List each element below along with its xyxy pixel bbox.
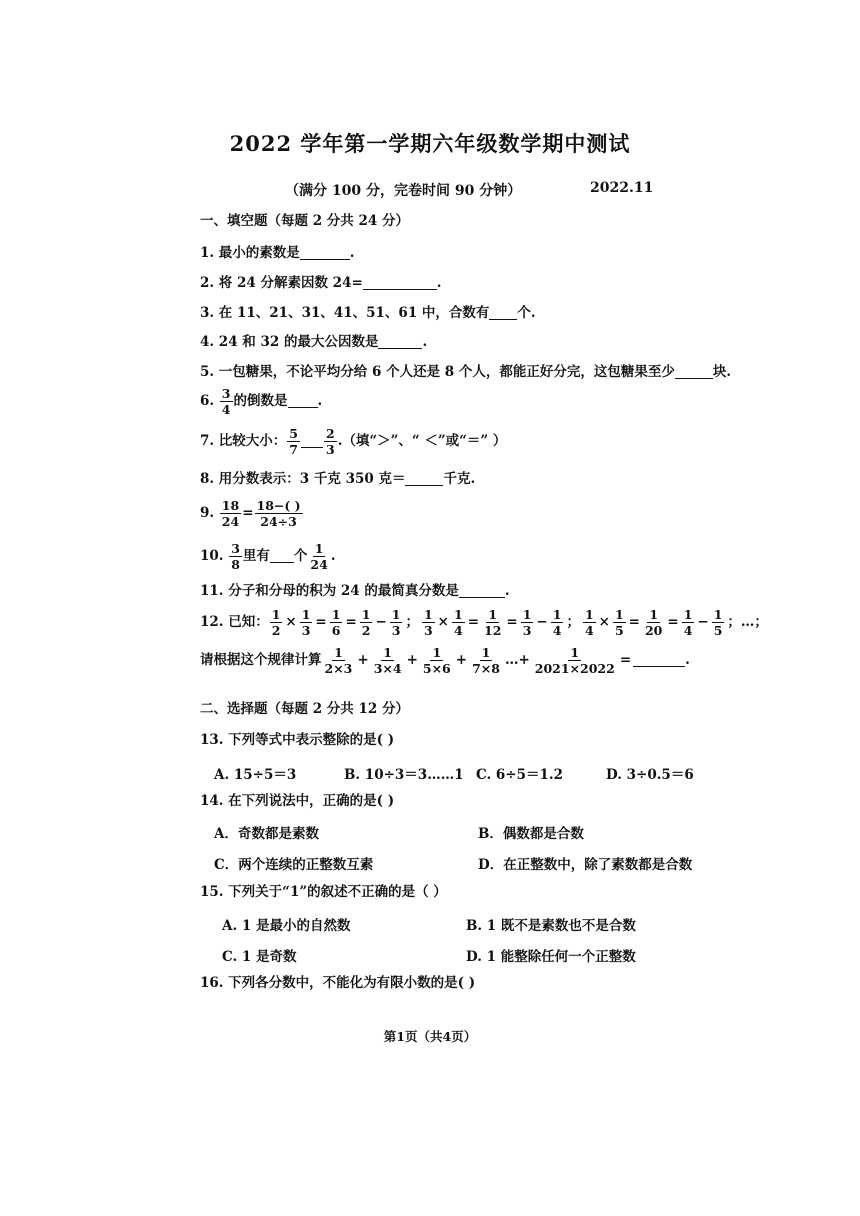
q14-option-c[interactable]: C．两个连续的正整数互素 <box>214 857 374 873</box>
q11-number: 11. <box>200 583 224 599</box>
q11-end: . <box>504 583 510 599</box>
q12-ex2-fraction: $\frac{1}{3}$ <box>423 607 433 638</box>
q14-option-a[interactable]: A．奇数都是素数 <box>214 826 319 842</box>
question-3 <box>200 304 536 322</box>
q12-plus: + <box>406 652 418 668</box>
q8-text: 用分数表示：3 千克 350 克＝ <box>218 471 406 487</box>
q3-number: 3. <box>200 305 215 321</box>
q12-ex3-operator: ；…； <box>727 614 768 630</box>
q12-lead: 已知： <box>228 614 269 630</box>
question-15: 15. 下列关于“1”的叙述不正确的是（ ） <box>200 884 447 900</box>
q5-end: 块. <box>712 364 732 380</box>
q13-option-c[interactable]: C. 6÷5＝1.2 <box>476 767 563 783</box>
q3-text: 在 11、21、31、41、51、61 中，合数有 <box>218 305 490 321</box>
question-9 <box>200 498 304 529</box>
q10-answer-blank[interactable] <box>270 548 294 563</box>
q12-ex1-operator: − <box>375 614 387 630</box>
q12-plus: + <box>455 652 468 668</box>
q1-answer-blank[interactable] <box>300 245 350 260</box>
question-12-calc <box>200 645 690 676</box>
q12-ex1-fraction: $\frac{1}{3}$ <box>301 607 311 638</box>
q12-ex3-fraction: $\frac{1}{5}$ <box>614 607 624 638</box>
q12-ex3-fraction: $\frac{1}{4}$ <box>683 607 693 638</box>
q12-number: 12. <box>200 614 224 630</box>
q12-plus: + <box>357 652 369 668</box>
q4-end: . <box>422 334 428 350</box>
q1-number: 1. <box>200 245 215 261</box>
question-5 <box>200 363 731 381</box>
q9-number: 9. <box>200 505 215 521</box>
exam-date: 2022.11 <box>590 180 654 196</box>
q8-end: 千克. <box>443 471 476 487</box>
q12-ex1-operator: ； <box>405 614 419 630</box>
q12-ex3-operator: × <box>598 614 610 630</box>
q12-series-term: $\frac{1}{3\times 4}$ <box>373 645 402 676</box>
q14-option-d[interactable]: D．在正整数中，除了素数都是合数 <box>478 857 693 873</box>
q12-ex2-operator: = <box>467 614 479 630</box>
q2-end: . <box>436 275 442 291</box>
q12-series-term: $\frac{1}{7\times 8}$ <box>472 645 500 676</box>
q12-series-term: $\frac{1}{2021\times 2022}$ <box>534 645 615 676</box>
q12-ex3-fraction: $\frac{1}{20}$ <box>644 607 663 638</box>
q6-end: . <box>317 393 323 409</box>
question-7 <box>200 426 506 457</box>
q6-fraction: $\frac{3}{4}$ <box>221 386 231 417</box>
q7-number: 7. <box>200 433 215 449</box>
q15-option-a[interactable]: A. 1 是最小的自然数 <box>222 918 351 934</box>
q4-answer-blank[interactable] <box>378 334 422 349</box>
q15-option-d[interactable]: D. 1 能整除任何一个正整数 <box>466 949 636 965</box>
q12-ex3-operator: − <box>697 614 709 630</box>
section2-heading: 二、选择题（每题 2 分共 12 分） <box>200 701 409 717</box>
q7-text: 比较大小： <box>218 433 287 449</box>
q12-ex2-fraction: $\frac{1}{12}$ <box>484 607 502 638</box>
question-4 <box>200 333 427 351</box>
q12-ex1-operator: = <box>315 614 327 630</box>
q12-series-term: $\frac{1}{2\times 3}$ <box>324 645 353 676</box>
q9-fraction-answer[interactable]: $\frac{18-( )}{24\div 3}$ <box>256 498 301 529</box>
q7-fraction-right: $\frac{2}{3}$ <box>326 426 335 457</box>
q4-number: 4. <box>200 334 215 350</box>
q1-end: . <box>349 245 355 261</box>
q10-number: 10. <box>200 548 224 564</box>
q10-text: 里有 <box>242 548 270 564</box>
q11-answer-blank[interactable] <box>459 583 505 598</box>
q12-ex3-fraction: $\frac{1}{4}$ <box>584 607 594 638</box>
q12-ex1-fraction: $\frac{1}{2}$ <box>271 607 281 638</box>
question-16: 16. 下列各分数中，不能化为有限小数的是( ) <box>200 975 476 991</box>
q10-fraction: $\frac{3}{8}$ <box>231 541 240 572</box>
q12-ex1-fraction: $\frac{1}{2}$ <box>361 607 371 638</box>
q8-answer-blank[interactable] <box>405 471 443 486</box>
exam-info: （满分 100 分，完卷时间 90 分钟） <box>285 183 522 199</box>
q3-answer-blank[interactable] <box>489 305 517 320</box>
q12-ex3-operator: = <box>667 614 679 630</box>
question-12-given <box>200 607 770 638</box>
question-8 <box>200 470 475 488</box>
question-10 <box>200 541 336 572</box>
q9-equals: = <box>242 505 254 521</box>
q12-ellipsis: …+ <box>504 652 530 668</box>
q12-ex1-fraction: $\frac{1}{6}$ <box>331 607 341 638</box>
question-1 <box>200 244 355 262</box>
q7-fraction-left: $\frac{5}{7}$ <box>289 426 298 457</box>
q12-answer-blank[interactable] <box>633 652 685 667</box>
q12-ex2-operator: = <box>506 614 518 630</box>
q12-ex2-fraction: $\frac{1}{4}$ <box>453 607 463 638</box>
q12-end: . <box>685 652 690 668</box>
question-13: 13. 下列等式中表示整除的是( ) <box>200 732 395 748</box>
q9-fraction: $\frac{18}{24}$ <box>221 498 240 529</box>
q1-text: 最小的素数是 <box>218 245 300 261</box>
question-14: 14. 在下列说法中，正确的是( ) <box>200 793 395 809</box>
question-11 <box>200 582 510 600</box>
q5-answer-blank[interactable] <box>675 364 713 379</box>
q12-ex2-operator: ； <box>566 614 580 630</box>
q12-line2-text: 请根据这个规律计算 <box>200 652 322 668</box>
q12-ex2-operator: × <box>437 614 449 630</box>
q6-text: 的倒数是 <box>233 393 288 409</box>
page-footer: 第1页（共4页） <box>383 1029 477 1044</box>
q8-number: 8. <box>200 471 215 487</box>
q11-text: 分子和分母的积为 24 的最简真分数是 <box>228 583 459 599</box>
q10-fraction-unit: $\frac{1}{24}$ <box>310 541 328 572</box>
q12-example-3 <box>582 607 770 638</box>
q2-number: 2. <box>200 275 215 291</box>
q13-option-d[interactable]: D. 3÷0.5＝6 <box>606 767 694 783</box>
q12-series <box>322 645 634 676</box>
q14-option-b[interactable]: B．偶数都是合数 <box>478 826 584 842</box>
q5-number: 5. <box>200 364 215 380</box>
q13-option-a[interactable]: A. 15÷5＝3 <box>214 767 297 783</box>
q12-ex3-operator: = <box>628 614 640 630</box>
q3-end: 个. <box>517 305 536 321</box>
q12-example-2 <box>421 607 582 638</box>
q12-ex1-operator: × <box>285 614 297 630</box>
question-6 <box>200 386 322 417</box>
q12-ex2-operator: − <box>536 614 548 630</box>
q7-answer-blank[interactable] <box>301 433 323 448</box>
q6-number: 6. <box>200 393 215 409</box>
q12-ex1-fraction: $\frac{1}{3}$ <box>391 607 401 638</box>
q2-text: 将 24 分解素因数 24= <box>218 275 363 291</box>
q12-ex2-fraction: $\frac{1}{4}$ <box>552 607 562 638</box>
q10-end: . <box>330 548 336 564</box>
q13-option-b[interactable]: B. 10÷3＝3……1 <box>344 767 464 783</box>
q15-option-b[interactable]: B. 1 既不是素数也不是合数 <box>466 918 636 934</box>
q12-series-term: $\frac{1}{5\times 6}$ <box>422 645 451 676</box>
q6-answer-blank[interactable] <box>288 393 318 408</box>
q12-ex3-fraction: $\frac{1}{5}$ <box>713 607 723 638</box>
question-2 <box>200 274 442 292</box>
q7-end: .（填“＞”、“ ＜”或“＝” ） <box>337 433 507 449</box>
exam-title: 2022 学年第一学期六年级数学期中测试 <box>229 131 631 156</box>
q2-answer-blank[interactable] <box>363 275 437 290</box>
q12-ex1-operator: = <box>345 614 357 630</box>
q15-option-c[interactable]: C. 1 是奇数 <box>222 949 297 965</box>
q12-example-1 <box>269 607 421 638</box>
q4-text: 24 和 32 的最大公因数是 <box>218 334 379 350</box>
section1-heading: 一、填空题（每题 2 分共 24 分） <box>200 213 409 229</box>
q5-text: 一包糖果，不论平均分给 6 个人还是 8 个人，都能正好分完，这包糖果至少 <box>218 364 675 380</box>
q10-mid: 个 <box>293 548 308 564</box>
q12-ex2-fraction: $\frac{1}{3}$ <box>522 607 532 638</box>
q12-equals: = <box>619 652 632 668</box>
